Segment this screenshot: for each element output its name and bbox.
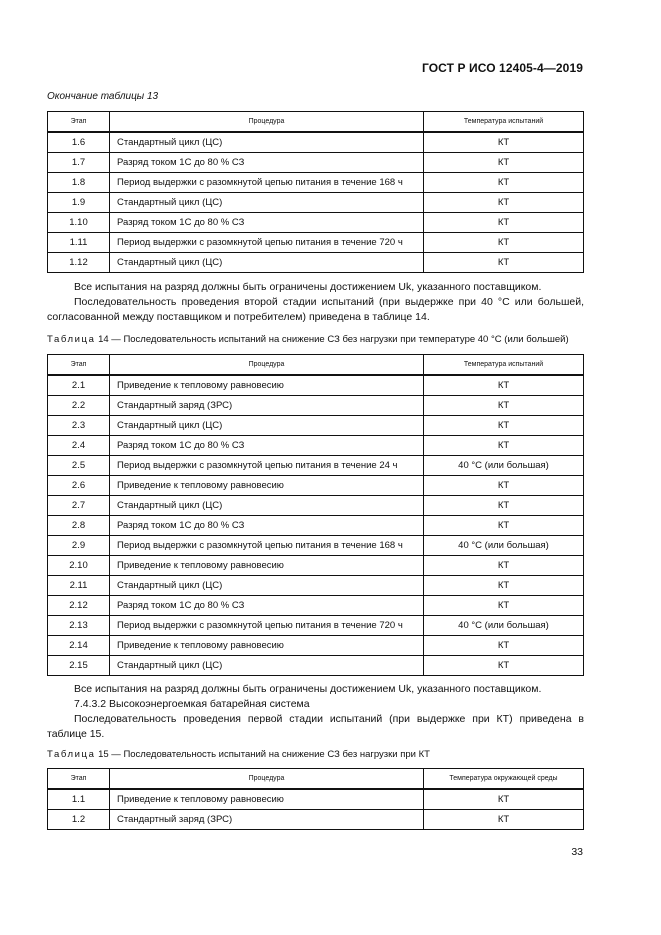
procedure-cell: Приведение к тепловому равновесию (110, 375, 424, 396)
temperature-cell: КТ (424, 153, 584, 173)
temperature-cell: 40 °С (или большая) (424, 616, 584, 636)
step-cell: 2.15 (48, 656, 110, 676)
temperature-cell: КТ (424, 193, 584, 213)
procedure-cell: Разряд током 1C до 80 % СЗ (110, 153, 424, 173)
table-row (48, 556, 584, 576)
table-row (48, 636, 584, 656)
table-row (48, 496, 584, 516)
page-number: 33 (571, 846, 583, 858)
table-header-row (48, 112, 584, 133)
column-header: Этап (48, 769, 110, 790)
step-cell: 2.9 (48, 536, 110, 556)
procedure-cell: Стандартный цикл (ЦС) (110, 416, 424, 436)
table-row (48, 213, 584, 233)
table-label: Таблица (47, 334, 96, 345)
step-cell: 1.2 (48, 810, 110, 830)
step-cell: 2.14 (48, 636, 110, 656)
temperature-cell: КТ (424, 375, 584, 396)
table-row (48, 789, 584, 810)
temperature-cell: КТ (424, 436, 584, 456)
paragraph: Все испытания на разряд должны быть ограничены достижением Uk, указанного поставщиком. (74, 683, 542, 695)
temperature-cell: КТ (424, 416, 584, 436)
table13 (47, 111, 584, 273)
temperature-cell: 40 °С (или большая) (424, 536, 584, 556)
step-cell: 1.8 (48, 173, 110, 193)
table-row (48, 616, 584, 636)
table-row (48, 516, 584, 536)
temperature-cell: КТ (424, 476, 584, 496)
table-row (48, 193, 584, 213)
procedure-cell: Стандартный цикл (ЦС) (110, 132, 424, 153)
column-header: Этап (48, 355, 110, 376)
paragraph: Все испытания на разряд должны быть ограничены достижением Uk, указанного поставщиком. (74, 281, 542, 293)
step-cell: 2.10 (48, 556, 110, 576)
table14-caption (47, 334, 569, 345)
temperature-cell: КТ (424, 213, 584, 233)
procedure-cell: Стандартный заряд (ЗРС) (110, 396, 424, 416)
table-row (48, 576, 584, 596)
table-row (48, 396, 584, 416)
step-cell: 2.13 (48, 616, 110, 636)
temperature-cell: КТ (424, 132, 584, 153)
table-row (48, 253, 584, 273)
document-title: ГОСТ Р ИСО 12405-4—2019 (421, 61, 583, 75)
step-cell: 2.11 (48, 576, 110, 596)
step-cell: 2.2 (48, 396, 110, 416)
procedure-cell: Стандартный цикл (ЦС) (110, 576, 424, 596)
table-row (48, 436, 584, 456)
procedure-cell: Приведение к тепловому равновесию (110, 789, 424, 810)
procedure-cell: Период выдержки с разомкнутой цепью питания в течение 24 ч (110, 456, 424, 476)
column-header: Процедура (110, 355, 424, 376)
table13-caption: Окончание таблицы 13 (47, 91, 159, 102)
step-cell: 2.1 (48, 375, 110, 396)
temperature-cell: КТ (424, 636, 584, 656)
table-row (48, 810, 584, 830)
temperature-cell: КТ (424, 556, 584, 576)
step-cell: 2.4 (48, 436, 110, 456)
table-label: Таблица (47, 749, 96, 760)
section-heading: 7.4.3.2 Высокоэнергоемкая батарейная система (74, 698, 310, 710)
table15 (47, 768, 584, 830)
step-cell: 2.8 (48, 516, 110, 536)
procedure-cell: Период выдержки с разомкнутой цепью питания в течение 720 ч (110, 233, 424, 253)
table14 (47, 354, 584, 676)
temperature-cell: КТ (424, 596, 584, 616)
step-cell: 1.6 (48, 132, 110, 153)
table-caption-text: 14 — Последовательность испытаний на снижение СЗ без нагрузки при температуре 40 °С (или большей) (98, 334, 569, 345)
procedure-cell: Стандартный цикл (ЦС) (110, 656, 424, 676)
table-row (48, 656, 584, 676)
table-row (48, 476, 584, 496)
table-row (48, 173, 584, 193)
table-row (48, 416, 584, 436)
step-cell: 1.11 (48, 233, 110, 253)
table-row (48, 132, 584, 153)
temperature-cell: КТ (424, 576, 584, 596)
procedure-cell: Приведение к тепловому равновесию (110, 556, 424, 576)
table-row (48, 596, 584, 616)
step-cell: 1.1 (48, 789, 110, 810)
column-header: Температура испытаний (424, 355, 584, 376)
temperature-cell: КТ (424, 810, 584, 830)
table-header-row (48, 769, 584, 790)
step-cell: 1.12 (48, 253, 110, 273)
column-header: Этап (48, 112, 110, 133)
procedure-cell: Разряд током 1C до 80 % СЗ (110, 596, 424, 616)
step-cell: 2.3 (48, 416, 110, 436)
step-cell: 1.9 (48, 193, 110, 213)
paragraph: Последовательность проведения первой стадии испытаний (при выдержке при КТ) приведена в таблице 15. (47, 713, 584, 740)
step-cell: 2.6 (48, 476, 110, 496)
step-cell: 2.7 (48, 496, 110, 516)
procedure-cell: Период выдержки с разомкнутой цепью питания в течение 720 ч (110, 616, 424, 636)
table-caption-text: 15 — Последовательность испытаний на снижение СЗ без нагрузки при КТ (98, 749, 430, 760)
table15-caption (47, 749, 430, 760)
procedure-cell: Период выдержки с разомкнутой цепью питания в течение 168 ч (110, 536, 424, 556)
temperature-cell: 40 °С (или большая) (424, 456, 584, 476)
paragraph: Последовательность проведения второй стадии испытаний (при выдержке при 40 °С или большей, согласованной между поставщиком и потребителем) приведена в таблице 14. (47, 296, 584, 323)
step-cell: 2.5 (48, 456, 110, 476)
temperature-cell: КТ (424, 496, 584, 516)
column-header: Температура окружающей среды (424, 769, 584, 790)
procedure-cell: Разряд током 1C до 80 % СЗ (110, 213, 424, 233)
temperature-cell: КТ (424, 233, 584, 253)
procedure-cell: Стандартный цикл (ЦС) (110, 253, 424, 273)
paragraph-block-1 (47, 280, 584, 325)
procedure-cell: Разряд током 1C до 80 % СЗ (110, 516, 424, 536)
procedure-cell: Приведение к тепловому равновесию (110, 476, 424, 496)
table-row (48, 536, 584, 556)
temperature-cell: КТ (424, 173, 584, 193)
procedure-cell: Стандартный заряд (ЗРС) (110, 810, 424, 830)
column-header: Процедура (110, 112, 424, 133)
step-cell: 1.10 (48, 213, 110, 233)
paragraph-block-2 (47, 682, 584, 742)
step-cell: 1.7 (48, 153, 110, 173)
table-row (48, 153, 584, 173)
temperature-cell: КТ (424, 656, 584, 676)
column-header: Процедура (110, 769, 424, 790)
table-row (48, 375, 584, 396)
column-header: Температура испытаний (424, 112, 584, 133)
temperature-cell: КТ (424, 516, 584, 536)
temperature-cell: КТ (424, 396, 584, 416)
procedure-cell: Стандартный цикл (ЦС) (110, 193, 424, 213)
procedure-cell: Приведение к тепловому равновесию (110, 636, 424, 656)
table-row (48, 233, 584, 253)
procedure-cell: Период выдержки с разомкнутой цепью питания в течение 168 ч (110, 173, 424, 193)
table-header-row (48, 355, 584, 376)
temperature-cell: КТ (424, 253, 584, 273)
table-row (48, 456, 584, 476)
procedure-cell: Стандартный цикл (ЦС) (110, 496, 424, 516)
temperature-cell: КТ (424, 789, 584, 810)
step-cell: 2.12 (48, 596, 110, 616)
procedure-cell: Разряд током 1C до 80 % СЗ (110, 436, 424, 456)
